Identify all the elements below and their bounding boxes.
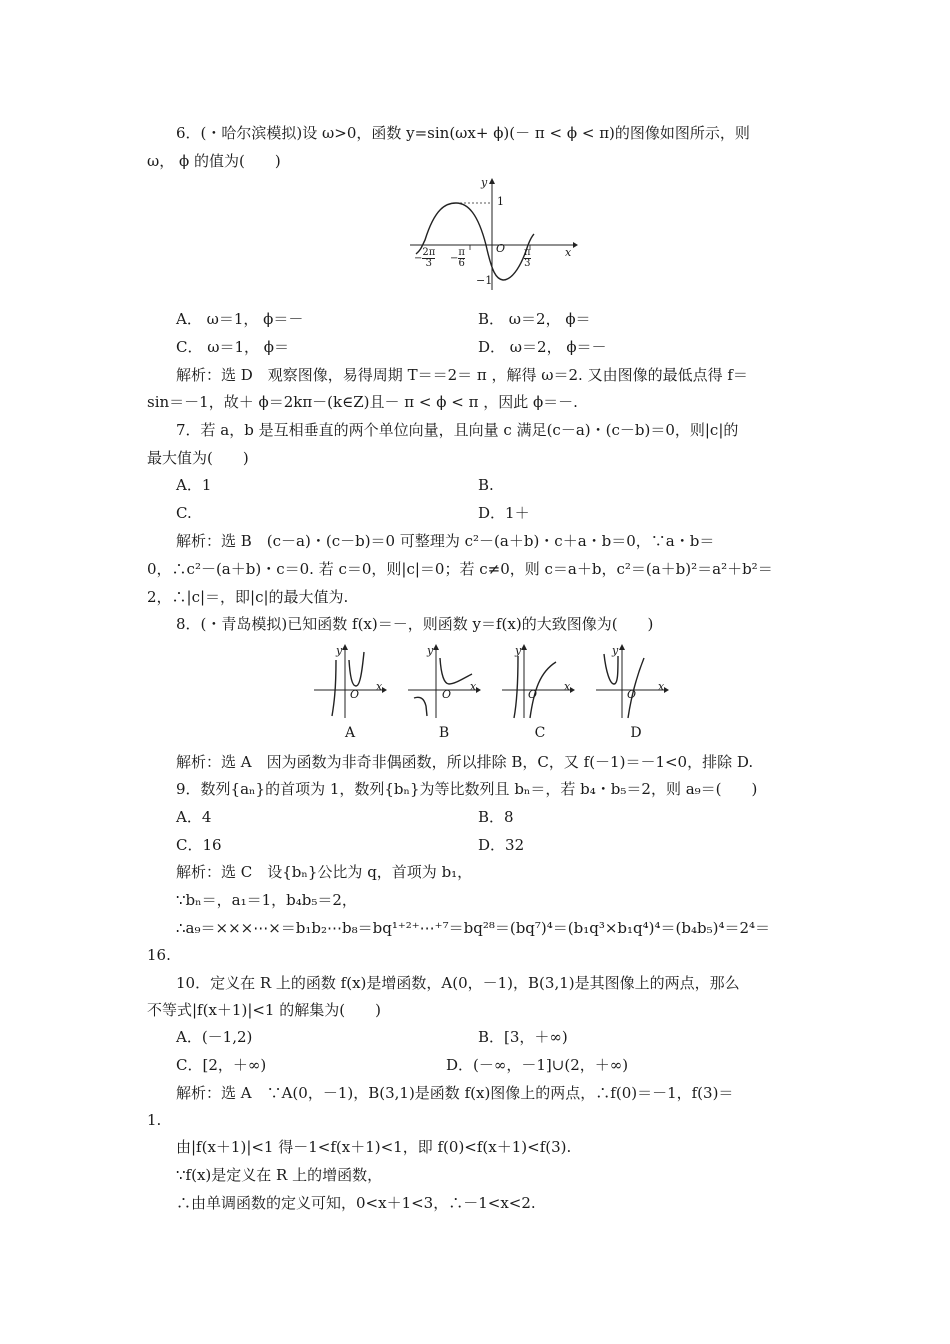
q8-b-x-label: x <box>470 680 477 693</box>
q9-option-c: C．16 <box>176 836 222 854</box>
q8-c-y-label: y <box>515 644 522 657</box>
q7-solution-line3: 2，∴|c|＝，即|c|的最大值为. <box>147 588 349 606</box>
q10-option-a: A．(－1,2) <box>176 1028 253 1046</box>
q10-stem-line2: 不等式|f(x＋1)|<1 的解集为( ) <box>147 1001 381 1019</box>
q9-stem-line1: 9．数列{aₙ}的首项为 1，数列{bₙ}为等比数列且 bₙ＝，若 b₄・b₅＝2，则 a₉＝( ) <box>176 780 758 798</box>
q6-origin-label: O <box>496 242 506 255</box>
q6-solution-line1: 解析：选 D 观察图像，易得周期 T＝＝2＝ π ，解得 ω＝2. 又由图像的最低点得 f＝ <box>176 366 748 384</box>
q6-minus-one-label: −1 <box>476 274 493 287</box>
q8-a-origin: O <box>350 688 360 701</box>
q7-option-b: B. <box>478 476 494 494</box>
q6-y-label: y <box>481 176 488 189</box>
q6-stem-line1: 6．(・哈尔滨模拟)设 ω>0，函数 y=sin(ωx+ ϕ)(－ π < ϕ < π)的图像如图所示，则 <box>176 124 750 142</box>
q8-a-x-label: x <box>376 680 383 693</box>
q10-solution-line1: 解析：选 A ∵A(0，－1)，B(3,1)是函数 f(x)图像上的两点，∴f(0)＝－1，f(3)＝ <box>176 1084 734 1102</box>
q10-option-b: B．[3，＋∞) <box>478 1028 568 1046</box>
q9-solution-line4: 16. <box>147 946 171 964</box>
q8-d-y-label: y <box>612 644 619 657</box>
q9-solution-line3: ∴a₉＝×××⋯×＝b₁b₂⋯b₈＝bq¹⁺²⁺⋯⁺⁷＝bq²⁸＝(bq⁷)⁴＝(b₁q³×b₁q⁴)⁴＝(b₄b₅)⁴＝2⁴＝ <box>176 919 771 937</box>
q10-solution-line3: 由|f(x＋1)|<1 得－1<f(x＋1)<1，即 f(0)<f(x＋1)<f(3). <box>176 1138 572 1156</box>
q7-stem-line2: 最大值为( ) <box>147 449 249 467</box>
q8-a-y-label: y <box>336 644 343 657</box>
q7-option-a: A．1 <box>176 476 212 494</box>
q8-stem-line1: 8．(・青岛模拟)已知函数 f(x)＝－，则函数 y＝f(x)的大致图像为( ) <box>176 615 654 633</box>
q10-solution-line4: ∵f(x)是定义在 R 上的增函数， <box>176 1166 383 1184</box>
q9-solution-line2: ∵bₙ＝，a₁＝1，b₄b₅＝2， <box>176 891 357 909</box>
q6-tick-neg-2pi-3: − $\frac{2\pi}{3}$ <box>414 247 436 269</box>
q7-option-d: D．1＋ <box>478 504 530 522</box>
q9-option-a: A．4 <box>176 808 212 826</box>
q8-d-origin: O <box>627 688 637 701</box>
q7-solution-line2: 0，∴c²－(a＋b)・c＝0. 若 c＝0，则|c|＝0；若 c≠0，则 c＝a＋b，c²＝(a＋b)²＝a²＋b²＝ <box>147 560 773 578</box>
q6-solution-line2: sin＝－1，故＋ ϕ＝2kπ－(k∈Z)且－ π < ϕ < π ，因此 ϕ＝－. <box>147 393 578 411</box>
q6-option-b: B． ω＝2， ϕ＝ <box>478 310 591 328</box>
q8-graph-options <box>312 642 674 720</box>
q9-option-b: B．8 <box>478 808 514 826</box>
q6-tick-pi-3: $\frac{\pi}{3}$ <box>524 247 531 269</box>
q8-caption-c: C <box>534 725 546 741</box>
q9-solution-line1: 解析：选 C 设{bₙ}公比为 q，首项为 b₁， <box>176 863 473 881</box>
q10-solution-line5: ∴由单调函数的定义可知，0<x＋1<3，∴－1<x<2. <box>176 1194 536 1212</box>
q10-option-d: D．(－∞，－1]∪(2，＋∞) <box>446 1056 629 1074</box>
q6-stem-line2: ω， ϕ 的值为( ) <box>147 152 281 170</box>
q8-b-origin: O <box>442 688 452 701</box>
q8-b-y-label: y <box>427 644 434 657</box>
q8-caption-b: B <box>438 725 450 741</box>
q6-option-a: A． ω＝1， ϕ＝－ <box>176 310 304 328</box>
q10-solution-line2: 1. <box>147 1111 162 1129</box>
q6-sine-graph <box>408 176 578 294</box>
q8-d-x-label: x <box>658 680 665 693</box>
q8-c-x-label: x <box>564 680 571 693</box>
q8-caption-d: D <box>630 725 642 741</box>
q7-solution-line1: 解析：选 B (c－a)・(c－b)＝0 可整理为 c²－(a＋b)・c＋a・b＝0，∵a・b＝ <box>176 532 715 550</box>
q6-option-d: D． ω＝2， ϕ＝－ <box>478 338 607 356</box>
q8-caption-a: A <box>344 725 356 741</box>
q7-stem-line1: 7．若 a，b 是互相垂直的两个单位向量，且向量 c 满足(c－a)・(c－b)＝0，则|c|的 <box>176 421 739 439</box>
q7-option-c: C. <box>176 504 192 522</box>
q10-stem-line1: 10．定义在 R 上的函数 f(x)是增函数，A(0，－1)，B(3,1)是其图像上的两点，那么 <box>176 974 740 992</box>
q6-x-label: x <box>565 246 572 259</box>
q8-solution-line1: 解析：选 A 因为函数为非奇非偶函数，所以排除 B，C，又 f(－1)＝－1<0，排除 D. <box>176 753 754 771</box>
q6-option-c: C． ω＝1， ϕ＝ <box>176 338 290 356</box>
q6-one-label: 1 <box>497 195 504 208</box>
q10-option-c: C．[2，＋∞) <box>176 1056 267 1074</box>
q8-c-origin: O <box>528 688 538 701</box>
q9-option-d: D．32 <box>478 836 525 854</box>
q6-tick-neg-pi-6: − $\frac{\pi}{6}$ <box>450 247 465 269</box>
